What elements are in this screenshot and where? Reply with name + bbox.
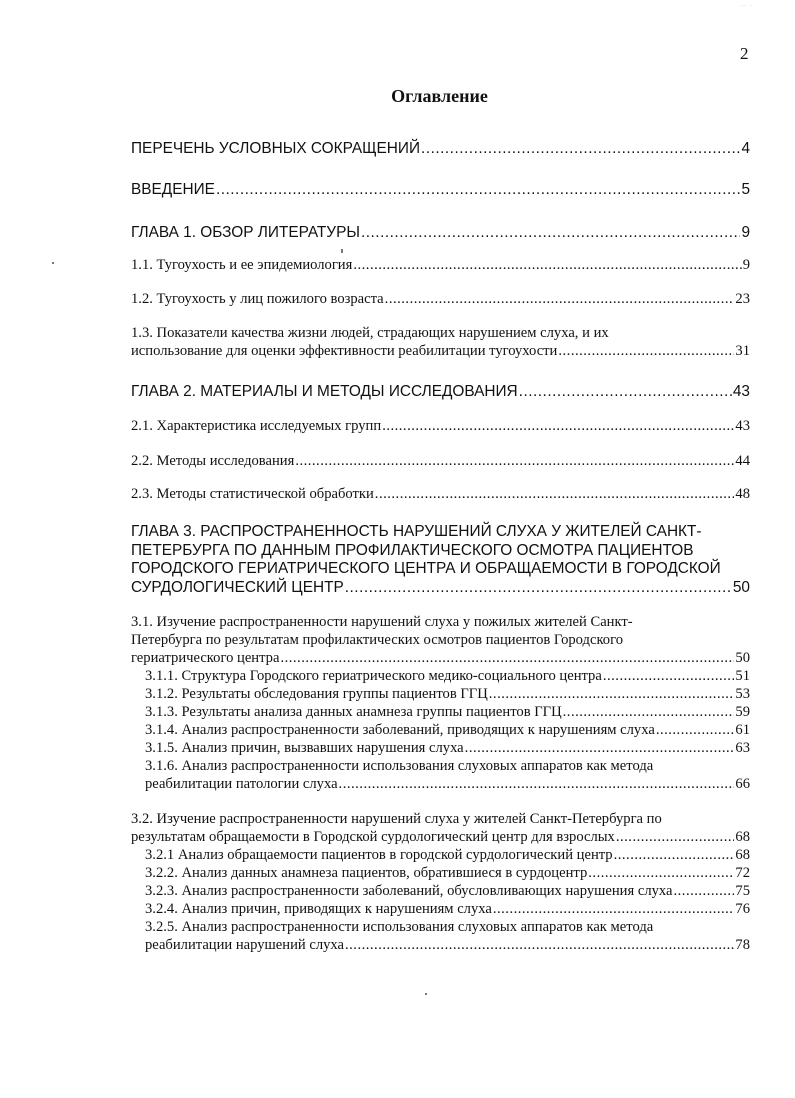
toc-entry-text-line: ПЕТЕРБУРГА ПО ДАННЫМ ПРОФИЛАКТИЧЕСКОГО ОСМОТРА ПАЦИЕНТОВ — [131, 541, 694, 559]
toc-entry-last-line — [131, 140, 750, 159]
toc-entry-s3-2-2[interactable] — [145, 864, 750, 882]
toc-entry-last-line — [145, 703, 750, 721]
toc-entry-page-number: 59 — [735, 704, 750, 720]
toc-entry-title: 3.2.4. Анализ причин, приводящих к нарушениям слуха — [145, 901, 492, 917]
toc-entry-last-line — [145, 685, 750, 703]
toc-entry-last-line — [131, 485, 750, 503]
toc-entry-page-number: 23 — [735, 291, 750, 307]
toc-entry-last-line — [145, 775, 750, 793]
toc-entry-last-line — [131, 649, 750, 667]
dot-leader — [674, 882, 735, 900]
toc-entry-page-number: 43 — [732, 383, 750, 400]
toc-entry-page-number: 68 — [735, 829, 750, 845]
page-number: 2 — [740, 44, 749, 63]
toc-entry-title: ВВЕДЕНИЕ — [131, 181, 215, 198]
dot-leader — [519, 383, 732, 402]
dot-leader — [465, 739, 735, 757]
toc-entry-last-line — [131, 181, 750, 200]
dot-leader — [353, 256, 741, 274]
toc-entry-text-line: ГОРОДСКОГО ГЕРИАТРИЧЕСКОГО ЦЕНТРА И ОБРАЩАЕМОСТИ В ГОРОДСКОЙ — [131, 560, 721, 577]
toc-entry-ch3[interactable] — [131, 523, 750, 597]
toc-entry-last-line — [145, 739, 750, 757]
toc-entry-page-number: 9 — [742, 257, 750, 273]
dot-leader — [361, 224, 740, 243]
toc-entry-abbr[interactable] — [131, 140, 750, 159]
dot-leader — [614, 846, 735, 864]
dot-leader — [295, 452, 734, 470]
toc-entry-s3-2-3[interactable] — [145, 882, 750, 900]
dot-leader — [375, 485, 735, 503]
toc-entry-s1-2[interactable] — [131, 290, 750, 308]
dot-leader — [421, 140, 740, 159]
toc-entry-title: гериатрического центра — [131, 650, 280, 666]
toc-entry-ch1[interactable] — [131, 224, 750, 243]
dot-leader — [558, 342, 734, 360]
toc-entry-last-line — [145, 667, 750, 685]
toc-entry-title: 3.1.5. Анализ причин, вызвавших нарушения слуха — [145, 740, 464, 756]
toc-entry-title: СУРДОЛОГИЧЕСКИЙ ЦЕНТР — [131, 578, 344, 596]
dot-leader — [489, 685, 735, 703]
dot-leader — [339, 775, 735, 793]
toc-entry-text-line: 3.1.6. Анализ распространенности использования слуховых аппаратов как метода — [145, 758, 654, 774]
toc-entry-s3-1-1[interactable] — [145, 667, 750, 685]
dot-leader — [588, 864, 734, 882]
toc-entry-title: 2.2. Методы исследования — [131, 453, 295, 469]
toc-entry-title: 3.2.3. Анализ распространенности заболеваний, обусловливающих нарушения слуха — [145, 883, 673, 899]
toc-entry-title: реабилитации нарушений слуха — [145, 937, 344, 953]
toc-entry-text-line: 3.1. Изучение распространенности нарушений слуха у пожилых жителей Санкт- — [131, 614, 633, 630]
toc-entry-page-number: 5 — [741, 181, 750, 198]
toc-entry-text-line: Петербурга по результатам профилактических осмотров пациентов Городского — [131, 632, 624, 648]
toc-entry-page-number: 50 — [735, 650, 750, 666]
toc-entry-last-line — [131, 290, 750, 308]
toc-entry-page-number: 78 — [735, 937, 750, 953]
dot-leader — [382, 417, 734, 435]
toc-entry-page-number: 9 — [741, 224, 750, 241]
toc-entry-s3-1-3[interactable] — [145, 703, 750, 721]
toc-entry-title: 3.2.2. Анализ данных анамнеза пациентов, обратившиеся в сурдоцентр — [145, 865, 588, 881]
toc-entry-page-number: 50 — [732, 578, 750, 596]
toc-entry-last-line — [145, 721, 750, 739]
toc-entry-page-number: 48 — [735, 486, 750, 502]
scan-speck — [341, 249, 343, 253]
toc-entry-page-number: 68 — [735, 847, 750, 863]
toc-entry-last-line — [145, 936, 750, 954]
toc-entry-s3-2-4[interactable] — [145, 900, 750, 918]
toc-entry-title: 3.1.1. Структура Городского гериатрического медико-социального центра — [145, 668, 602, 684]
toc-entry-title: 3.2.1 Анализ обращаемости пациентов в городской сурдологический центр — [145, 847, 613, 863]
dot-leader — [345, 579, 732, 598]
toc-entry-ch2[interactable] — [131, 383, 750, 402]
toc-entry-s2-2[interactable] — [131, 452, 750, 470]
toc-entry-page-number: 76 — [735, 901, 750, 917]
toc-entry-title: ГЛАВА 2. МАТЕРИАЛЫ И МЕТОДЫ ИССЛЕДОВАНИЯ — [131, 383, 518, 400]
dot-leader — [493, 900, 735, 918]
toc-entry-text-line: ГЛАВА 3. РАСПРОСТРАНЕННОСТЬ НАРУШЕНИЙ СЛУХА У ЖИТЕЛЕЙ САНКТ- — [131, 523, 702, 540]
dot-leader — [385, 290, 735, 308]
dot-leader — [563, 703, 735, 721]
toc-entry-title: использование для оценки эффективности реабилитации тугоухости — [131, 343, 558, 359]
toc-entry-page-number: 43 — [735, 418, 750, 434]
toc-entry-s3-2-5[interactable] — [145, 918, 750, 954]
dot-leader — [280, 649, 734, 667]
toc-entry-title: ГЛАВА 1. ОБЗОР ЛИТЕРАТУРЫ — [131, 224, 360, 241]
toc-entry-page-number: 66 — [735, 776, 750, 792]
toc-entry-page-number: 63 — [735, 740, 750, 756]
toc-entry-last-line — [131, 579, 750, 598]
toc-entry-s3-1-6[interactable] — [145, 757, 750, 793]
toc-entry-last-line — [145, 864, 750, 882]
toc-entry-last-line — [145, 882, 750, 900]
dot-leader — [656, 721, 735, 739]
scan-corner-mark: ·· · — [741, 3, 753, 9]
toc-entry-s1-1[interactable] — [131, 256, 750, 274]
toc-entry-title: 1.2. Тугоухость у лиц пожилого возраста — [131, 291, 384, 307]
toc-entry-last-line — [145, 900, 750, 918]
toc-entry-last-line — [131, 452, 750, 470]
toc-entry-title: 3.1.3. Результаты анализа данных анамнеза группы пациентов ГГЦ — [145, 704, 562, 720]
scan-speck — [52, 262, 54, 264]
toc-entry-s2-1[interactable] — [131, 417, 750, 435]
toc-entry-s1-3[interactable] — [131, 324, 750, 360]
toc-entry-last-line — [131, 256, 750, 274]
toc-entry-page-number: 72 — [735, 865, 750, 881]
toc-entry-page-number: 75 — [735, 883, 750, 899]
toc-entry-page-number: 53 — [735, 686, 750, 702]
toc-entry-intro[interactable] — [131, 181, 750, 200]
toc-entry-page-number: 61 — [735, 722, 750, 738]
toc-entry-page-number: 51 — [735, 668, 750, 684]
toc-entry-last-line — [145, 846, 750, 864]
toc-entry-title: реабилитации патологии слуха — [145, 776, 338, 792]
toc-entry-text-line: 1.3. Показатели качества жизни людей, страдающих нарушением слуха, и их — [131, 325, 609, 341]
toc-entry-title: 1.1. Тугоухость и ее эпидемиология — [131, 257, 353, 273]
toc-entry-s2-3[interactable] — [131, 485, 750, 503]
toc-entry-title: ПЕРЕЧЕНЬ УСЛОВНЫХ СОКРАЩЕНИЙ — [131, 140, 421, 157]
toc-entry-title: результатам обращаемости в Городской сурдологический центр для взрослых — [131, 829, 615, 845]
toc-entry-s3-2-1[interactable] — [145, 846, 750, 864]
toc-entry-s3-1-4[interactable] — [145, 721, 750, 739]
toc-entry-last-line — [131, 828, 750, 846]
toc-entry-page-number: 31 — [735, 343, 750, 359]
toc-entry-title: 3.1.4. Анализ распространенности заболеваний, приводящих к нарушениям слуха — [145, 722, 655, 738]
dot-leader — [216, 181, 741, 200]
toc-entry-title: 3.1.2. Результаты обследования группы пациентов ГГЦ — [145, 686, 488, 702]
toc-entry-title: 2.1. Характеристика исследуемых групп — [131, 418, 382, 434]
toc-entry-s3-2[interactable] — [131, 810, 750, 846]
toc-entry-text-line: 3.2. Изучение распространенности нарушений слуха у жителей Санкт-Петербурга по — [131, 811, 662, 827]
toc-entry-page-number: 44 — [735, 453, 750, 469]
toc-entry-last-line — [131, 383, 750, 402]
toc-entry-title: 2.3. Методы статистической обработки — [131, 486, 374, 502]
dot-leader — [345, 936, 734, 954]
toc-entry-last-line — [131, 342, 750, 360]
toc-entry-s3-1[interactable] — [131, 613, 750, 667]
toc-entry-s3-1-2[interactable] — [145, 685, 750, 703]
scan-speck — [425, 993, 427, 995]
toc-entry-s3-1-5[interactable] — [145, 739, 750, 757]
dot-leader — [616, 828, 735, 846]
page-title: Оглавление — [391, 86, 488, 106]
dot-leader — [603, 667, 735, 685]
toc-entry-last-line — [131, 224, 750, 243]
toc-entry-text-line: 3.2.5. Анализ распространенности использования слуховых аппаратов как метода — [145, 919, 654, 935]
toc-entry-last-line — [131, 417, 750, 435]
toc-entry-page-number: 4 — [741, 140, 750, 157]
